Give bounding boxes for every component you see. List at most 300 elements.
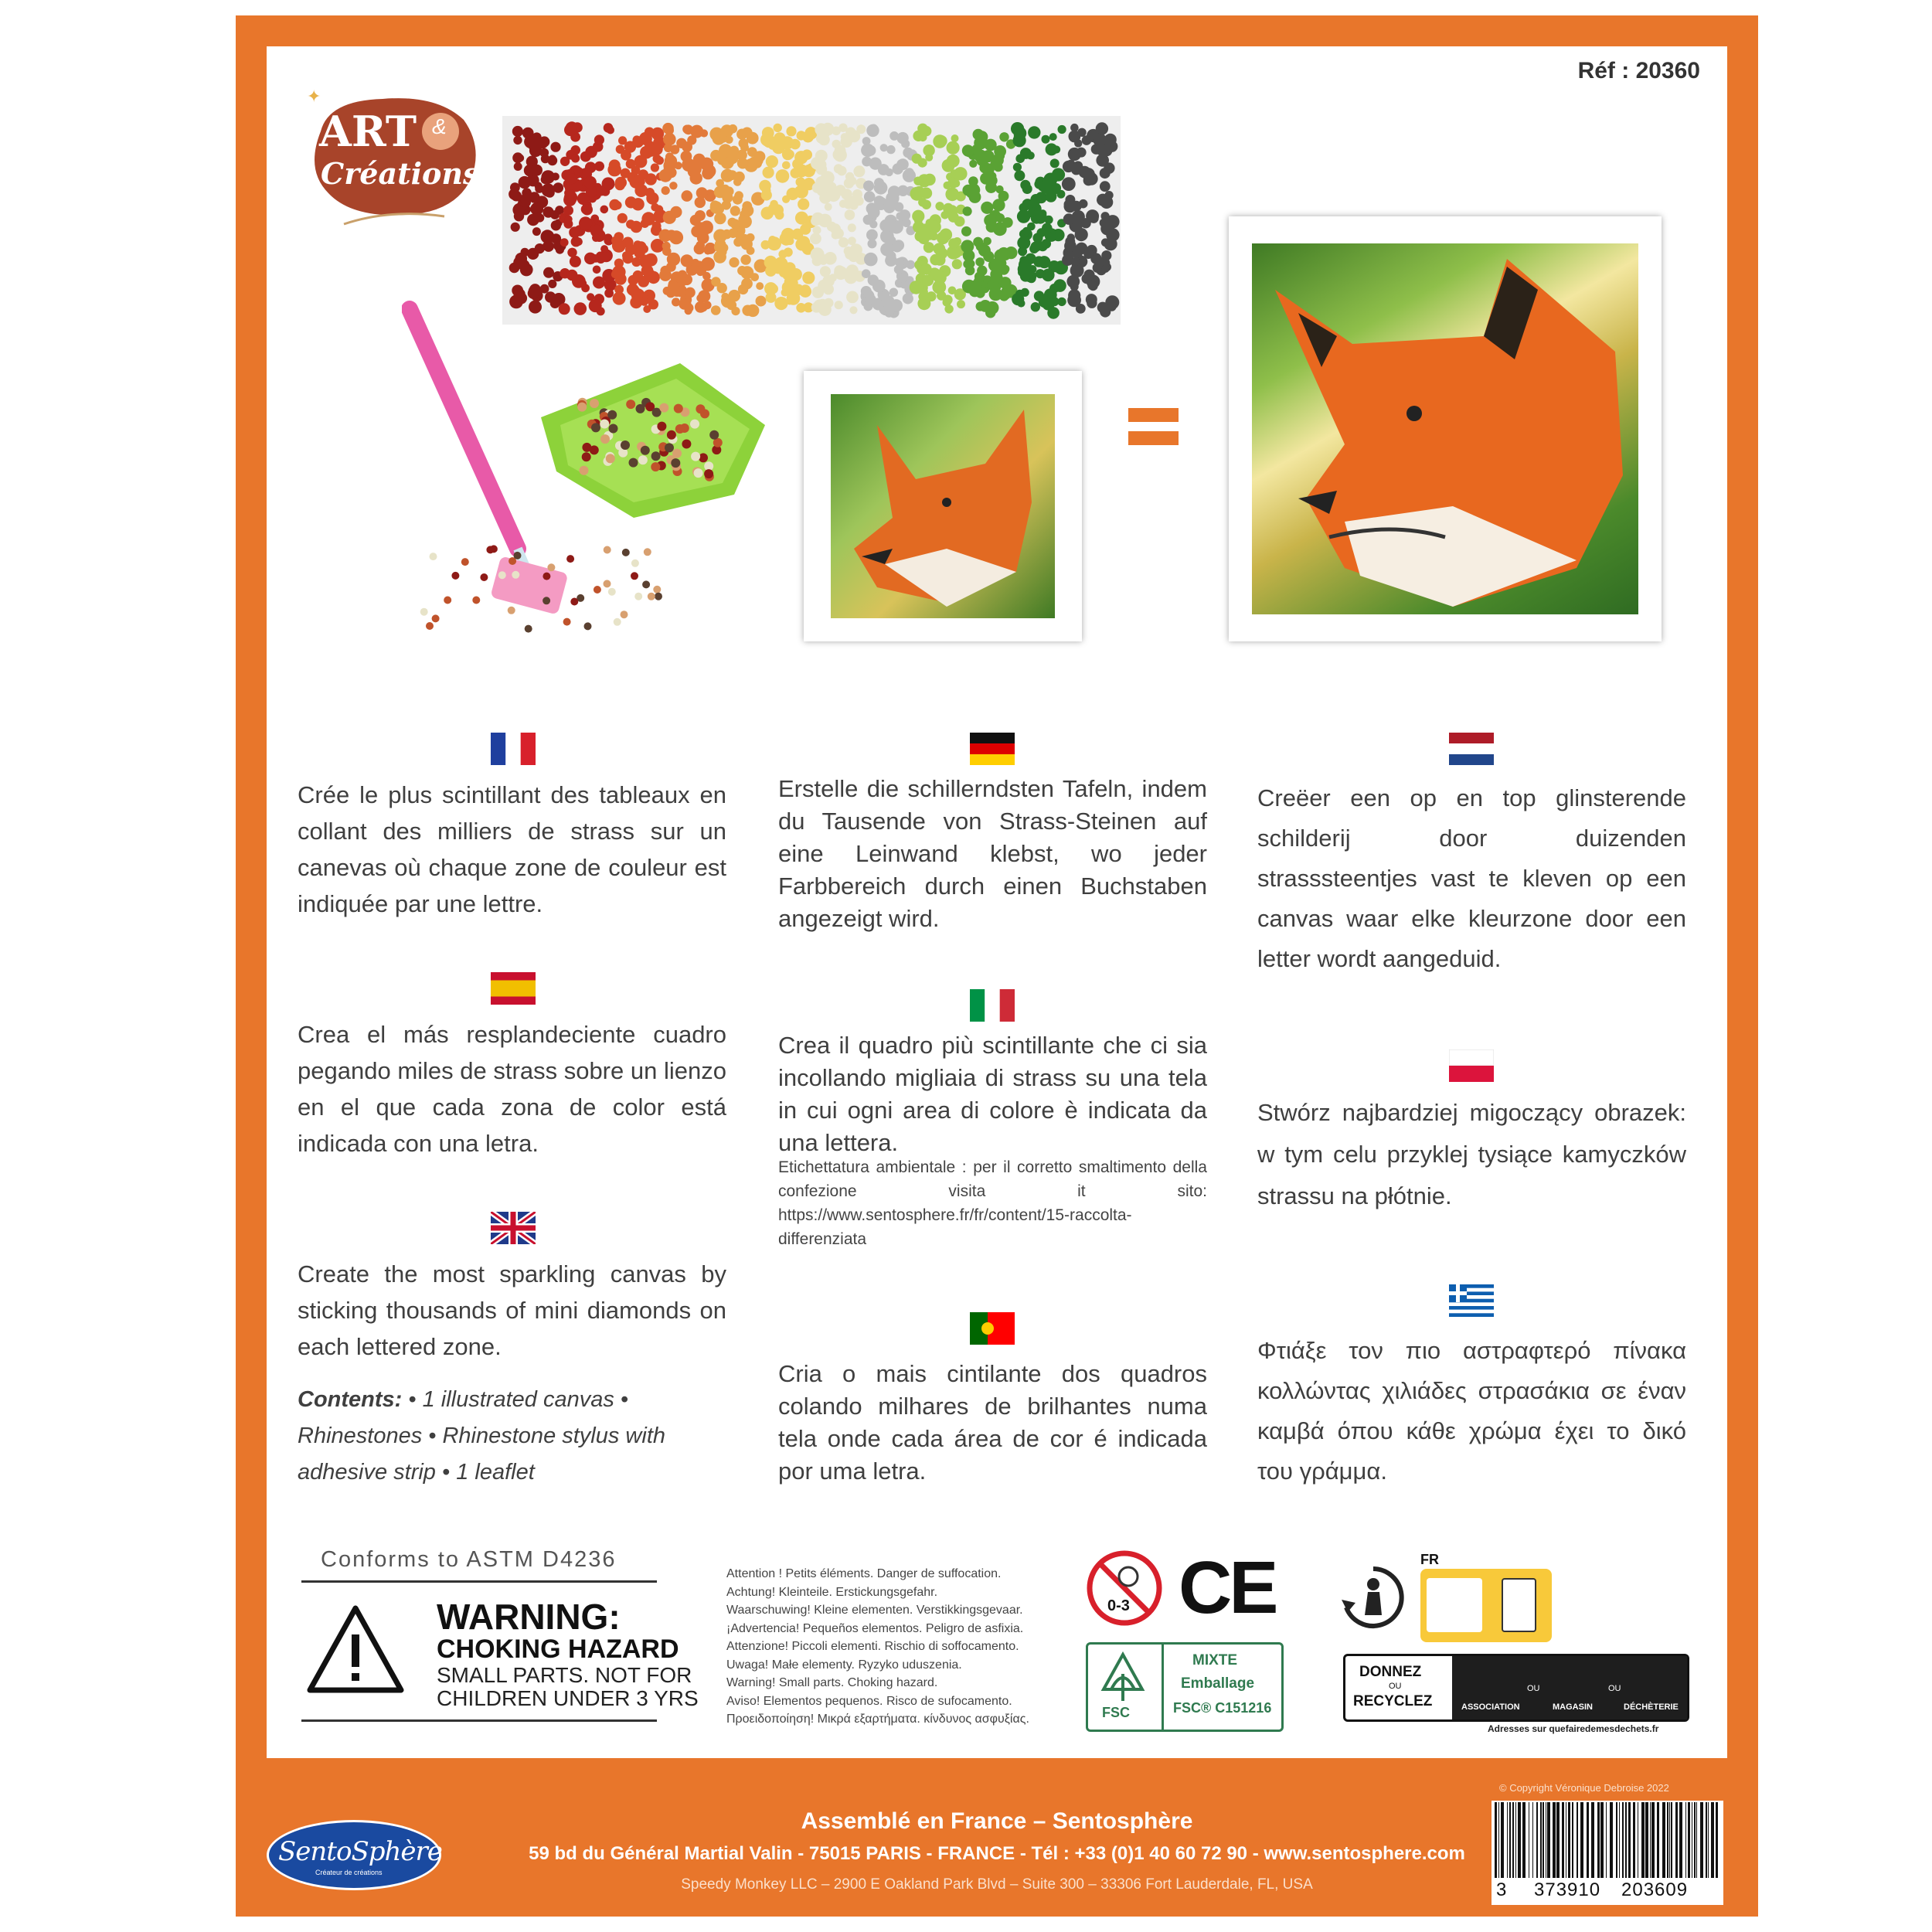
rhinestone bbox=[1062, 177, 1076, 191]
rhinestone bbox=[1005, 247, 1017, 259]
rhinestone bbox=[778, 250, 787, 258]
rhinestone bbox=[590, 445, 599, 454]
rhinestone bbox=[639, 132, 652, 145]
rhinestone bbox=[945, 188, 959, 202]
rhinestone bbox=[767, 236, 781, 250]
rhinestone bbox=[542, 183, 555, 196]
rhinestone bbox=[934, 271, 947, 284]
rhinestone bbox=[651, 451, 661, 461]
rhinestone bbox=[1019, 258, 1032, 271]
rhinestone bbox=[795, 238, 808, 251]
rhinestone bbox=[975, 271, 985, 281]
rhinestone bbox=[710, 200, 719, 209]
copyright: © Copyright Véronique Debroise 2022 bbox=[1499, 1782, 1669, 1794]
rhinestone bbox=[903, 148, 913, 158]
barcode-bar bbox=[1518, 1802, 1521, 1878]
barcode-bar bbox=[1562, 1802, 1564, 1878]
rhinestone bbox=[634, 593, 642, 600]
rhinestone bbox=[565, 216, 573, 223]
rhinestone bbox=[631, 165, 641, 175]
rhinestone bbox=[733, 195, 743, 205]
warning-line: Attenzione! Piccoli elementi. Rischio di soffocamento. bbox=[726, 1640, 1019, 1653]
fsc-tree-icon bbox=[1096, 1651, 1150, 1705]
rhinestone bbox=[530, 204, 539, 213]
rhinestone bbox=[848, 236, 856, 245]
rhinestone bbox=[667, 253, 680, 266]
rhinestone bbox=[834, 265, 845, 276]
rhinestone bbox=[548, 280, 556, 288]
rhinestone bbox=[593, 277, 605, 289]
rhinestone bbox=[710, 150, 722, 162]
barcode-bar bbox=[1580, 1802, 1583, 1878]
rhinestone bbox=[918, 198, 927, 207]
rhinestone bbox=[618, 136, 627, 145]
rhinestone bbox=[581, 204, 591, 214]
rhinestone bbox=[621, 150, 631, 161]
rhinestone bbox=[651, 143, 663, 155]
warning-line: Attention ! Petits éléments. Danger de suffocation. bbox=[726, 1567, 1002, 1580]
rhinestone bbox=[594, 586, 601, 594]
rhinestone bbox=[570, 598, 578, 606]
rhinestone bbox=[611, 270, 619, 278]
rhinestone bbox=[862, 137, 871, 145]
rhinestone bbox=[1093, 263, 1103, 273]
rhinestone bbox=[691, 452, 700, 461]
rhinestone bbox=[725, 136, 733, 144]
rhinestone bbox=[923, 145, 934, 156]
rhinestone bbox=[825, 203, 832, 211]
barcode-bar bbox=[1708, 1802, 1709, 1878]
rhinestone bbox=[878, 164, 889, 175]
rhinestone bbox=[913, 177, 922, 185]
rhinestone bbox=[490, 545, 498, 553]
rhinestone bbox=[709, 430, 719, 440]
rhinestone bbox=[571, 236, 581, 247]
rhinestone bbox=[780, 232, 794, 246]
barcode-bar bbox=[1572, 1802, 1573, 1878]
rhinestone bbox=[846, 291, 859, 304]
rhinestone bbox=[657, 422, 666, 431]
rhinestone bbox=[796, 177, 806, 187]
rhinestone bbox=[872, 280, 886, 293]
rhinestone bbox=[611, 162, 621, 172]
polish-flag-icon bbox=[1449, 1049, 1494, 1082]
rhinestone bbox=[999, 132, 1009, 141]
rhinestone bbox=[715, 239, 726, 250]
barcode-bar bbox=[1501, 1802, 1504, 1878]
rhinestone bbox=[1058, 125, 1066, 134]
rhinestone bbox=[693, 154, 706, 166]
warning-line: Uwaga! Małe elementy. Ryzyko uduszenia. bbox=[726, 1658, 962, 1672]
rhinestone bbox=[571, 154, 580, 162]
rhinestone bbox=[700, 129, 708, 137]
rhinestone bbox=[531, 165, 543, 176]
rhinestone bbox=[631, 560, 639, 567]
rhinestone bbox=[543, 597, 550, 604]
rhinestone bbox=[420, 608, 428, 616]
rhinestone bbox=[1087, 298, 1097, 308]
barcode-bar bbox=[1650, 1802, 1651, 1878]
rhinestone bbox=[1045, 268, 1053, 276]
rhinestone bbox=[940, 211, 949, 219]
large-fox-canvas bbox=[1229, 216, 1662, 641]
rhinestone bbox=[714, 213, 726, 224]
rhinestone bbox=[675, 424, 685, 434]
rhinestone bbox=[1101, 265, 1109, 273]
rhinestone bbox=[480, 573, 488, 581]
rhinestone bbox=[1101, 145, 1113, 156]
rhinestone bbox=[584, 622, 592, 630]
rhinestone bbox=[885, 305, 895, 315]
astm-conformity: Conforms to ASTM D4236 bbox=[321, 1547, 617, 1572]
rhinestone bbox=[986, 222, 997, 233]
rhinestone bbox=[451, 572, 459, 580]
barcode-bar bbox=[1507, 1802, 1508, 1878]
rhinestone bbox=[885, 254, 897, 267]
rhinestone bbox=[600, 420, 609, 429]
rhinestone bbox=[638, 455, 648, 464]
rhinestone bbox=[957, 300, 965, 308]
rhinestone bbox=[430, 553, 437, 560]
description-en: Create the most sparkling canvas by sticking thousands of mini diamonds on each lettered zone. bbox=[298, 1260, 726, 1360]
uk-flag-icon bbox=[491, 1212, 536, 1244]
company-address: 59 bd du Général Martial Valin - 75015 PARIS - FRANCE - Tél : +33 (0)1 40 60 72 90 - www.sentosphere.com bbox=[529, 1843, 1465, 1864]
rhinestone bbox=[759, 180, 771, 192]
rhinestone bbox=[566, 190, 576, 199]
rhinestone bbox=[782, 162, 791, 170]
barcode-bar bbox=[1616, 1802, 1617, 1878]
barcode-bar bbox=[1633, 1802, 1635, 1878]
rhinestone bbox=[737, 158, 748, 168]
rhinestone bbox=[1093, 133, 1101, 141]
warning-rule-bottom bbox=[301, 1719, 657, 1722]
donate-recycle-banner: DONNEZ OU RECYCLEZ ASSOCIATION OU MAGASIN OU DÉCHÈTERIE bbox=[1343, 1654, 1689, 1722]
rhinestone bbox=[799, 285, 811, 298]
rhinestone bbox=[923, 174, 936, 186]
rhinestone bbox=[694, 243, 706, 255]
warning-line: Waarschuwing! Kleine elementen. Verstikkingsgevaar. bbox=[726, 1604, 1023, 1617]
rhinestone bbox=[651, 462, 660, 471]
rhinestone bbox=[508, 607, 515, 614]
rhinestone bbox=[514, 211, 524, 221]
rhinestone bbox=[569, 226, 580, 238]
rhinestone bbox=[1083, 249, 1094, 259]
rhinestone bbox=[472, 597, 480, 604]
rhinestone bbox=[962, 280, 976, 294]
rhinestone bbox=[962, 185, 974, 196]
rhinestone bbox=[920, 188, 932, 199]
barcode-bar bbox=[1716, 1802, 1718, 1878]
rhinestone bbox=[810, 233, 821, 244]
rhinestone bbox=[519, 176, 531, 189]
rhinestone bbox=[1071, 165, 1081, 175]
rhinestone bbox=[432, 614, 440, 622]
rhinestone bbox=[812, 287, 824, 298]
barcode-bar bbox=[1694, 1802, 1696, 1878]
dutch-flag-icon bbox=[1449, 733, 1494, 765]
barcode-bar bbox=[1600, 1802, 1604, 1878]
rhinestone bbox=[600, 245, 608, 253]
rhinestone bbox=[1046, 143, 1058, 155]
rhinestone bbox=[952, 259, 962, 269]
sentosphere-logo: SentoSphère Créateur de créations bbox=[267, 1820, 441, 1890]
barcode-bar bbox=[1536, 1802, 1538, 1878]
rhinestone bbox=[886, 145, 895, 154]
warning-line: Προειδοποίηση! Μικρά εξαρτήματα. κίνδυνος ασφυξίας. bbox=[726, 1713, 1029, 1726]
rhinestone bbox=[631, 572, 638, 580]
rhinestone bbox=[622, 238, 631, 247]
rhinestone bbox=[541, 230, 555, 243]
rhinestone bbox=[651, 163, 659, 172]
rhinestone bbox=[818, 134, 830, 145]
rhinestone bbox=[918, 227, 930, 240]
rhinestone bbox=[461, 558, 469, 566]
rhinestone bbox=[874, 178, 884, 188]
rhinestone bbox=[947, 141, 960, 155]
greek-flag-icon bbox=[1449, 1284, 1494, 1317]
rhinestone bbox=[659, 269, 672, 281]
barcode-bar bbox=[1669, 1802, 1670, 1878]
rhinestone bbox=[628, 275, 638, 285]
barcode-bar bbox=[1540, 1802, 1542, 1878]
rhinestone bbox=[940, 229, 952, 241]
rhinestone bbox=[1018, 247, 1027, 256]
rhinestone bbox=[667, 430, 676, 440]
barcode-bar bbox=[1696, 1802, 1697, 1878]
rhinestone bbox=[895, 258, 904, 267]
rhinestone bbox=[552, 172, 560, 180]
rhinestone bbox=[766, 292, 777, 303]
rhinestone bbox=[747, 132, 759, 145]
barcode-bar bbox=[1591, 1802, 1594, 1878]
rhinestone bbox=[917, 124, 928, 134]
rhinestone bbox=[1052, 168, 1065, 181]
description-de: Erstelle die schillerndsten Tafeln, indem du Tausende von Strass-Steinen auf eine Leinwand klebst, wo jeder Farbbereich durch einen Buchstaben angezeigt wird. bbox=[778, 775, 1207, 932]
rhinestone bbox=[535, 182, 543, 190]
barcode-bar bbox=[1628, 1802, 1631, 1878]
rhinestone bbox=[670, 206, 682, 218]
barcode-bar bbox=[1662, 1802, 1665, 1878]
rhinestone bbox=[1069, 131, 1081, 143]
rhinestone bbox=[1031, 302, 1040, 311]
barcode-bar bbox=[1651, 1802, 1655, 1878]
rhinestone bbox=[1064, 240, 1077, 252]
rhinestone bbox=[1020, 148, 1032, 159]
age-restriction-icon: 0-3 bbox=[1086, 1549, 1163, 1627]
rhinestone bbox=[543, 267, 554, 278]
rhinestone bbox=[659, 403, 668, 413]
rhinestone bbox=[626, 219, 635, 229]
rhinestone bbox=[444, 597, 451, 604]
rhinestone bbox=[644, 548, 651, 556]
rhinestone bbox=[802, 271, 815, 284]
rhinestone bbox=[522, 188, 532, 198]
rhinestone bbox=[786, 126, 796, 136]
rhinestone bbox=[896, 159, 906, 169]
description-pl: Stwórz najbardziej migoczący obrazek: w tym celu przyklej tysiące kamyczków strassu na płótnie. bbox=[1257, 1099, 1686, 1209]
barcode-bar bbox=[1606, 1802, 1607, 1878]
rhinestone bbox=[626, 400, 635, 409]
rhinestone bbox=[722, 192, 733, 203]
warning-line: Achtung! Kleinteile. Erstickungsgefahr. bbox=[726, 1585, 938, 1599]
multilingual-warnings bbox=[726, 1565, 1029, 1729]
barcode-bar bbox=[1512, 1802, 1514, 1878]
rhinestone bbox=[862, 269, 871, 278]
rhinestone bbox=[864, 191, 876, 202]
rhinestone bbox=[532, 227, 541, 236]
rhinestone bbox=[608, 588, 616, 596]
rhinestone bbox=[564, 124, 577, 136]
rhinestone bbox=[1028, 126, 1040, 138]
rhinestone bbox=[560, 238, 569, 247]
rhinestone bbox=[614, 618, 621, 626]
rhinestone bbox=[874, 196, 885, 206]
rhinestone bbox=[653, 586, 661, 594]
rhinestone bbox=[633, 175, 641, 183]
rhinestone bbox=[1107, 302, 1117, 311]
rhinestone bbox=[728, 228, 738, 238]
rhinestone bbox=[835, 301, 843, 309]
barcode-bar bbox=[1568, 1802, 1570, 1878]
rhinestone bbox=[1022, 184, 1032, 194]
rhinestone bbox=[787, 188, 799, 200]
barcode-bar bbox=[1711, 1802, 1714, 1878]
rhinestone bbox=[870, 124, 878, 132]
rhinestone bbox=[1106, 228, 1119, 241]
rhinestone bbox=[560, 157, 570, 166]
rhinestone bbox=[720, 124, 733, 138]
rhinestone bbox=[1042, 135, 1050, 144]
rhinestone bbox=[736, 129, 747, 140]
rhinestone bbox=[852, 189, 862, 199]
rhinestone bbox=[1064, 200, 1072, 208]
rhinestone bbox=[905, 168, 914, 177]
rhinestone bbox=[841, 189, 852, 200]
rhinestone bbox=[498, 571, 506, 579]
rhinestone bbox=[682, 141, 692, 152]
description-nl: Creëer een op en top glinsterende schilderij door duizenden strasssteentjes vast te kleven op een canvas waar elke kleurzone door een letter wordt aangeduid. bbox=[1257, 784, 1686, 972]
rhinestone bbox=[889, 288, 899, 298]
rhinestone bbox=[729, 257, 739, 267]
small-parts-line1: SMALL PARTS. NOT FOR bbox=[437, 1663, 692, 1687]
rhinestone bbox=[513, 136, 522, 145]
rhinestone bbox=[550, 142, 560, 152]
rhinestone bbox=[987, 281, 995, 289]
description-it: Crea il quadro più scintillante che ci sia incollando migliaia di strass su una tela in cui ogni area di colore è indicata da una lettera. bbox=[778, 1032, 1207, 1156]
barcode-bar bbox=[1556, 1802, 1560, 1878]
rhinestone bbox=[899, 209, 910, 221]
rhinestone bbox=[832, 231, 840, 240]
rhinestone bbox=[1097, 194, 1109, 206]
rhinestone bbox=[740, 254, 750, 264]
rhinestone bbox=[648, 593, 655, 600]
barcode-bar bbox=[1667, 1802, 1668, 1878]
rhinestone bbox=[1100, 181, 1111, 192]
rhinestone bbox=[963, 206, 972, 216]
rhinestone bbox=[591, 423, 600, 432]
barcode-bar bbox=[1522, 1802, 1526, 1878]
rhinestone bbox=[527, 214, 539, 226]
triman-recycling-icon bbox=[1337, 1561, 1410, 1634]
rhinestone bbox=[1066, 275, 1080, 288]
rhinestone bbox=[622, 549, 630, 556]
rhinestone bbox=[756, 282, 764, 290]
barcode-bar bbox=[1597, 1802, 1600, 1878]
rhinestone bbox=[841, 133, 849, 141]
rhinestone bbox=[639, 255, 652, 268]
rhinestone bbox=[690, 420, 699, 429]
rhinestone bbox=[866, 294, 876, 305]
choking-hazard: CHOKING HAZARD bbox=[437, 1634, 679, 1664]
rhinestone bbox=[593, 266, 601, 274]
rhinestone bbox=[948, 212, 959, 223]
rhinestone bbox=[880, 230, 894, 243]
rhinestone bbox=[641, 212, 655, 226]
rhinestone bbox=[845, 209, 855, 220]
rhinestone bbox=[641, 446, 650, 455]
contents-text: • 1 illustrated canvas • Rhinestones • Rhinestone stylus with adhesive strip • 1 leaflet bbox=[298, 1387, 666, 1485]
us-address: Speedy Monkey LLC – 2900 E Oakland Park Blvd – Suite 300 – 33306 Fort Lauderdale, FL, USA bbox=[681, 1876, 1313, 1893]
rhinestone bbox=[1082, 274, 1092, 284]
rhinestone bbox=[790, 139, 801, 150]
rhinestone bbox=[742, 201, 752, 211]
recycle-bin-panel bbox=[1420, 1569, 1552, 1642]
description-es: Crea el más resplandeciente cuadro pegando miles de strass sobre un lienzo en el que cada zona de color está indicada con una letra. bbox=[298, 1021, 726, 1157]
rhinestone bbox=[920, 264, 932, 275]
rhinestone bbox=[631, 198, 644, 210]
rhinestone bbox=[824, 126, 833, 135]
rhinestone bbox=[971, 145, 982, 155]
rhinestone bbox=[986, 175, 996, 185]
rhinestone bbox=[772, 262, 784, 274]
rhinestone bbox=[820, 266, 831, 277]
rhinestone bbox=[682, 125, 691, 134]
rhinestone bbox=[584, 176, 597, 189]
rhinestone bbox=[1027, 209, 1036, 218]
barcode-bar bbox=[1685, 1802, 1686, 1878]
rhinestone bbox=[543, 573, 550, 580]
rhinestone bbox=[730, 219, 740, 229]
rhinestone bbox=[642, 580, 650, 588]
rhinestone bbox=[1017, 299, 1025, 307]
rhinestone bbox=[801, 149, 812, 160]
rhinestone bbox=[600, 206, 609, 214]
rhinestone bbox=[621, 440, 630, 450]
recycle-country: FR bbox=[1420, 1552, 1439, 1567]
barcode-bar bbox=[1587, 1802, 1589, 1878]
rhinestone bbox=[817, 186, 827, 196]
rhinestone bbox=[901, 140, 910, 148]
rhinestone bbox=[617, 213, 628, 223]
rhinestone bbox=[1068, 289, 1080, 301]
rhinestone bbox=[774, 297, 787, 310]
rhinestone bbox=[596, 185, 606, 196]
warning-line: ¡Advertencia! Pequeños elementos. Peligro de asfixia. bbox=[726, 1621, 1024, 1635]
contents-label: Contents: bbox=[298, 1387, 403, 1412]
rhinestone bbox=[580, 151, 591, 162]
rhinestone bbox=[717, 283, 727, 293]
barcode-bar bbox=[1700, 1802, 1703, 1878]
rhinestone bbox=[1053, 279, 1066, 292]
barcode-bar bbox=[1515, 1802, 1516, 1878]
rhinestone bbox=[426, 622, 434, 630]
rhinestone bbox=[682, 190, 693, 202]
spanish-flag-icon bbox=[491, 972, 536, 1005]
rhinestone bbox=[811, 302, 821, 312]
rhinestone bbox=[1022, 199, 1033, 210]
rhinestone bbox=[535, 243, 545, 253]
rhinestone bbox=[951, 134, 959, 142]
